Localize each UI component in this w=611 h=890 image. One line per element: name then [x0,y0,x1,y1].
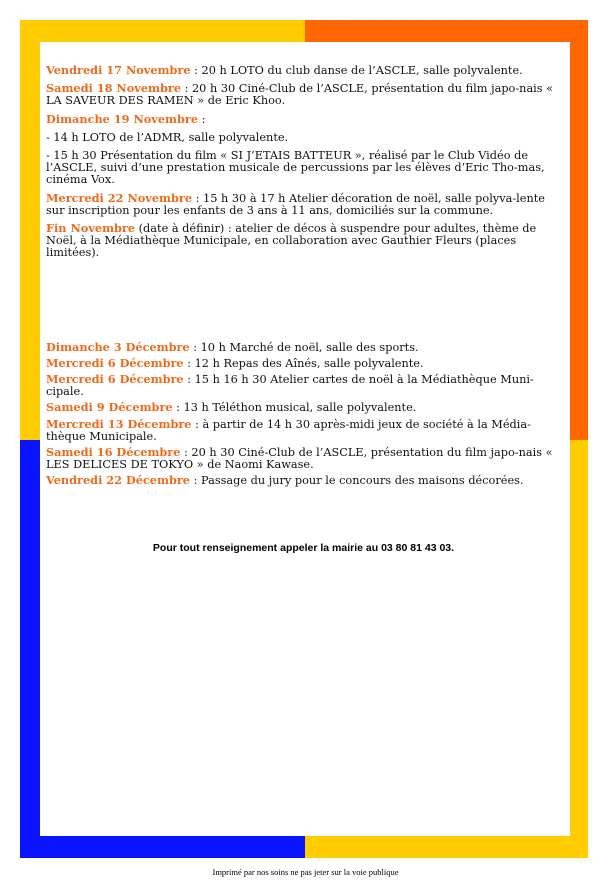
event-text: : Passage du jury pour le concours des maisons décorées. [190,474,524,488]
event-date: Dimanche 3 Décembre [46,339,190,354]
event-text: : [198,112,206,126]
event-entry [46,82,561,107]
event-entry [46,357,561,370]
event-list [46,64,561,491]
event-entry [46,418,561,443]
contact-line: Pour tout renseignement appeler la mairie au 03 80 81 43 03. [152,542,455,554]
event-entry [46,222,561,260]
event-entry [46,192,561,217]
event-entry [46,341,561,354]
event-entry [46,474,561,487]
event-entry [46,149,561,187]
event-date: Samedi 16 Décembre [46,445,181,460]
event-date: Vendredi 17 Novembre [46,63,191,77]
event-date: Fin Novembre [46,221,136,236]
event-date: Vendredi 22 Décembre [46,473,190,488]
footer-note: Imprimé par nos soins ne pas jeter sur la voie publique [212,867,399,877]
event-text: : 10 h Marché de noël, salle des sports. [189,340,419,354]
events-november [46,64,561,260]
event-entry [46,131,561,144]
event-date: Samedi 18 Novembre [46,81,181,96]
event-entry [46,401,561,414]
event-text: : 12 h Repas des Aînés, salle polyvalente. [183,356,424,370]
event-date: Mercredi 6 Décembre [46,372,184,387]
event-text: : 13 h Téléthon musical, salle polyvalente. [172,401,417,415]
event-text: : à partir de 14 h 30 après-midi jeux de société à la Média-thèque Municipale. [46,417,531,443]
event-entry [46,446,561,471]
blank-gap [46,265,561,341]
event-text: : 20 h LOTO du club danse de l’ASCLE, salle polyvalente. [190,64,523,77]
event-text: : 15 h 16 h 30 Atelier cartes de noël à la Médiathèque Muni-cipale. [46,373,534,399]
event-date: Mercredi 6 Décembre [46,355,184,370]
event-text: (date à définir) : atelier de décos à suspendre pour adultes, thème de Noël, à la Médiathèque Municipale, en collaboration avec Gauthier Fleurs (places limitées). [46,222,537,260]
event-date: Dimanche 19 Novembre [46,111,199,126]
event-text: : 20 h 30 Ciné-Club de l’ASCLE, présentation du film japo-nais « LA SAVEUR DES RAMEN » de Eric Khoo. [46,82,554,108]
event-text: : 20 h 30 Ciné-Club de l’ASCLE, présentation du film japo-nais « LES DELICES DE TOKYO » de Naomi Kawase. [46,446,553,472]
event-text: - 14 h LOTO de l’ADMR, salle polyvalente. [46,130,289,144]
events-december [46,341,561,488]
event-date: Mercredi 13 Décembre [46,416,192,431]
event-date: Mercredi 22 Novembre [46,190,193,205]
event-date: Samedi 9 Décembre [46,400,173,415]
event-entry [46,373,561,398]
event-text: : 15 h 30 à 17 h Atelier décoration de noël, salle polyva-lente sur inscription pour les enfants de 3 ans à 11 ans, domiciliés sur la commune. [46,191,545,217]
event-entry [46,64,561,77]
event-entry [46,113,561,126]
event-text: - 15 h 30 Présentation du film « SI J’ETAIS BATTEUR », réalisé par le Club Vidéo de l’ASCLE, suivi d’une prestation musicale de percussions par les élèves d’Eric Tho-mas, cinéma Vox. [46,149,545,187]
